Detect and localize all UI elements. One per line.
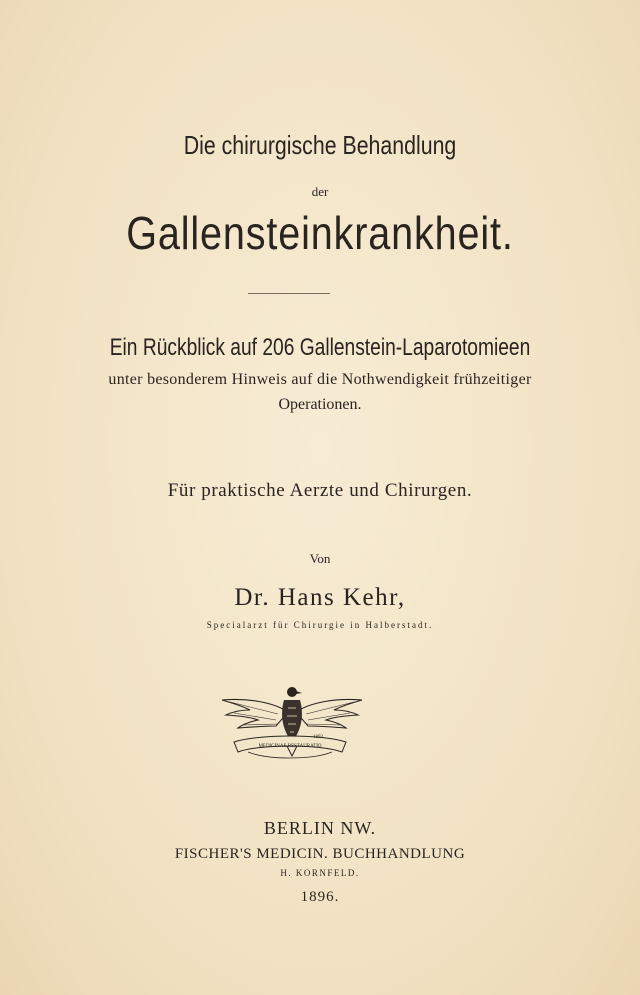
subtitle-line-1 [64,334,576,362]
audience-line: Für praktische Aerzte und Chirurgen. [167,480,473,501]
byline-von: Von [309,551,331,566]
svg-text:MEDICINAE RESTAURATIO: MEDICINAE RESTAURATIO [258,744,322,749]
imprint-city: BERLIN NW. [263,818,377,838]
main-title-text: Gallensteinkrankheit. [126,207,514,259]
eagle-publisher-emblem-icon [218,680,364,770]
author-name: Dr. Hans Kehr, [234,584,406,611]
main-title [45,206,595,260]
imprint-publisher: FISCHER'S MEDICIN. BUCHHANDLUNG [174,846,466,862]
svg-text:1893: 1893 [313,735,323,740]
title-divider [248,293,330,294]
title-line-1-text: Die chirurgische Behandlung [183,130,457,160]
author-affiliation: Specialarzt für Chirurgie in Halberstadt. [206,620,434,630]
imprint-owner: H. KORNFELD. [280,868,360,878]
subtitle-line-2: unter besonderem Hinweis auf die Nothwendigkeit frühzeitiger [108,371,532,388]
title-line-1 [58,130,583,161]
title-connector: der [311,184,329,199]
subtitle-line-1-text: Ein Rückblick auf 206 Gallenstein-Laparotomieen [109,334,531,361]
subtitle-line-3: Operationen. [278,396,362,413]
imprint-year: 1896. [300,889,340,905]
